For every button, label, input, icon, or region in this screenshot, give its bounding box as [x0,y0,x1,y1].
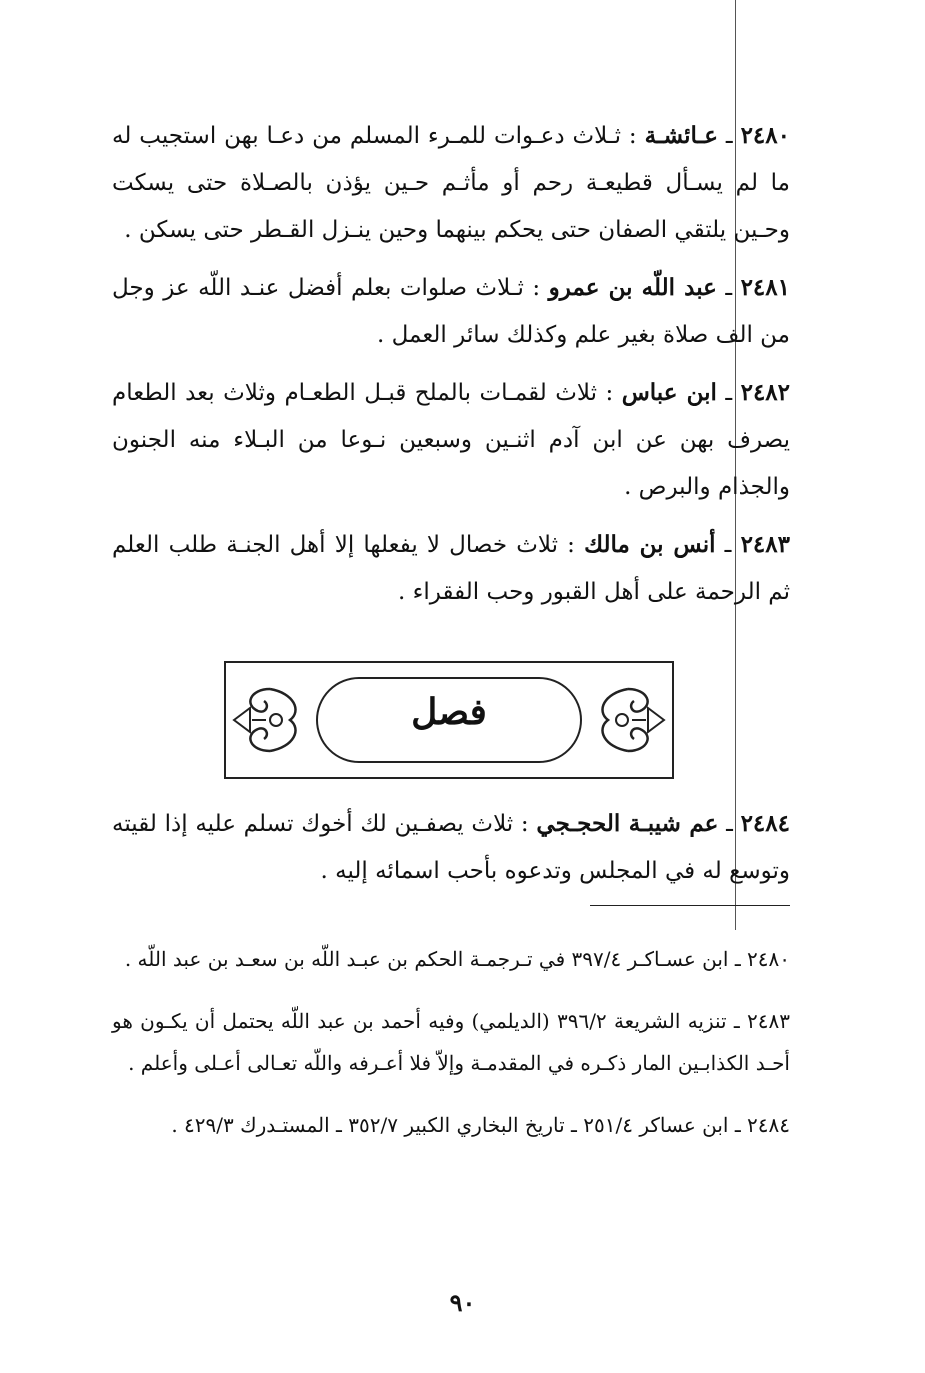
footnote-2480: ٢٤٨٠ ـ ابن عسـاكـر ٣٩٧/٤ في تـرجمـة الحكم بن عبـد اللّه بن سعـد بن عبد اللّه . [124,947,790,971]
section-title: فصل [411,691,487,733]
entry-2480: ٢٤٨٠ ـ عـائشـة : ثـلاث دعـوات للمـرء المسلم من دعـا بهن استجيب له ما لم يسـأل قطيعـة رحم أو مأثـم حـين يؤذن بالصـلاة حتى يسكت وحـين يلتقي الصفان حتى يحكم بينهما وحين ينـزل القـطر حتى يسكن . [112,122,790,243]
entry-2482: ٢٤٨٢ ـ ابن عباس : ثلاث لقمـات بالملح قبـل الطعـام وثلاث بعد الطعام يصرف بهن عن ابن آدم اثنـين وسبعين نـوعا من البـلاء منه الجنون والجذام والبرص . [112,379,791,500]
main-text-lower [112,800,790,905]
page-number: ٩٠ [449,1288,476,1317]
entry-number: ٢٤٨٠ [740,122,790,149]
entry-text: : ثلاث لقمـات بالملح قبـل الطعـام وثلاث بعد الطعام يصرف بهن عن ابن آدم اثنـين وسبعين نـوعا من البـلاء منه الجنون والجذام والبرص . [112,380,790,500]
main-text-upper [112,112,790,626]
footnotes [112,918,790,1154]
entry-number: ٢٤٨٢ [740,379,791,406]
entry-2483: ٢٤٨٣ ـ أنس بن مالك : ثلاث خصال لا يفعلها إلا أهل الجنـة طلب العلم ثم الرحمة على أهل القبور وحب الفقراء . [112,531,790,605]
entry-number: ٢٤٨١ [740,274,790,301]
entry-narrator: عـائشـة [644,122,719,149]
entry-narrator: عبد اللّه بن عمرو [548,274,717,301]
entry-text: : ثـلاث صلوات بعلم أفضل عنـد اللّه عز وجل من الف صلاة بغير علم وكذلك سائر العمل . [112,275,790,348]
entry-number: ٢٤٨٣ [740,531,790,558]
footnote-2484: ٢٤٨٤ ـ ابن عساكر ٢٥١/٤ ـ تاريخ البخاري الكبير ٣٥٢/٧ ـ المستـدرك ٤٢٩/٣ . [171,1113,790,1137]
entry-narrator: ابن عباس [621,379,717,406]
entry-number: ٢٤٨٤ [740,810,790,837]
entry-text: : ثلاث يصفـين لك أخوك تسلم عليه إذا لقيته وتوسع له في المجلس وتدعوه بأحب اسمائه إليه . [112,811,790,884]
entry-narrator: أنس بن مالك [584,531,716,558]
footnote-2483: ٢٤٨٣ ـ تنزيه الشريعة ٣٩٦/٢ (الديلمي) وفيه أحمد بن عبد اللّه يحتمل أن يكـون هو أحـد الكذابـين المار ذكـره في المقدمـة وإلاّ فلا أعـرفه واللّه تعـالى أعـلى وأعلم . [112,1009,791,1075]
entry-text: : ثـلاث دعـوات للمـرء المسلم من دعـا بهن استجيب له ما لم يسـأل قطيعـة رحم أو مأثـم حـين يؤذن بالصـلاة حتى يسكت وحـين يلتقي الصفان حتى يحكم بينهما وحين ينـزل القـطر حتى يسكن . [112,123,790,243]
section-heading-frame [224,661,674,779]
entry-2481: ٢٤٨١ ـ عبد اللّه بن عمرو : ثـلاث صلوات بعلم أفضل عنـد اللّه عز وجل من الف صلاة بغير علم وكذلك سائر العمل . [112,274,790,348]
entry-narrator: عم شيبـة الحجـجي [536,810,719,837]
entry-text: : ثلاث خصال لا يفعلها إلا أهل الجنـة طلب العلم ثم الرحمة على أهل القبور وحب الفقراء . [112,532,790,605]
footnote-separator [590,905,790,906]
entry-2484: ٢٤٨٤ ـ عم شيبـة الحجـجي : ثلاث يصفـين لك أخوك تسلم عليه إذا لقيته وتوسع له في المجلس وتدعوه بأحب اسمائه إليه . [112,810,790,884]
